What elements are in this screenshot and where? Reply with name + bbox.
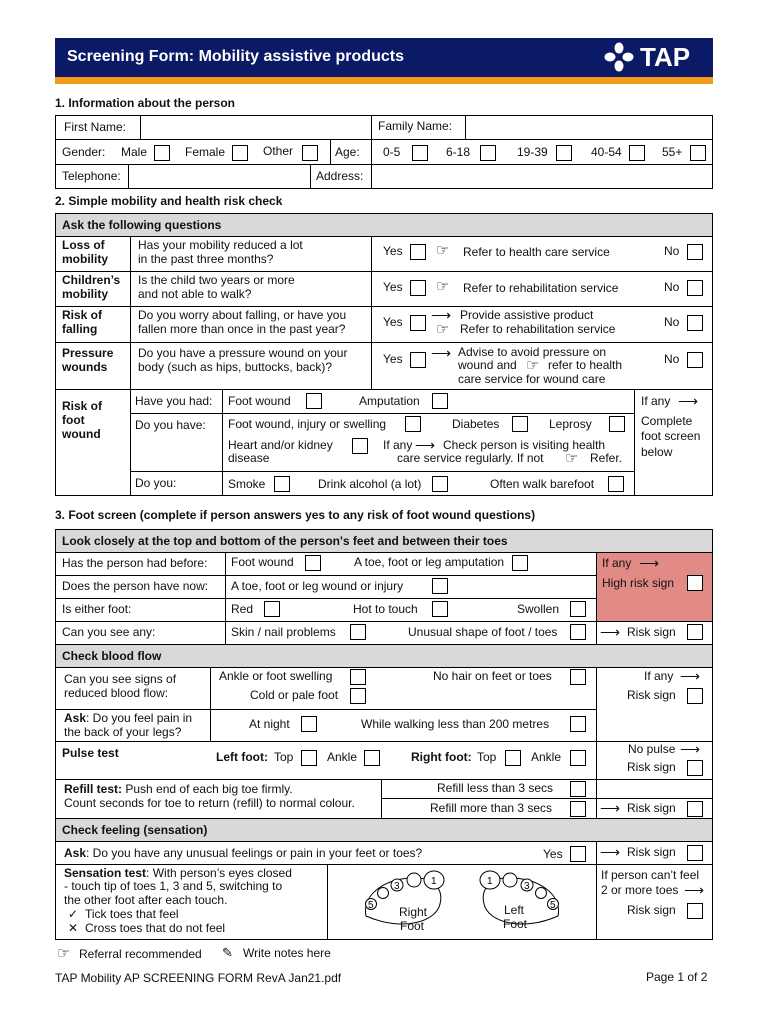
pointing-hand-icon: ☞ xyxy=(526,357,540,374)
at-night-checkbox[interactable] xyxy=(301,716,317,732)
left-ankle-checkbox[interactable] xyxy=(364,750,380,766)
cold-pale-checkbox[interactable] xyxy=(350,688,366,704)
pressure-action-c: care service for wound care xyxy=(458,372,606,386)
right-if-any-label: If any xyxy=(641,394,671,408)
arrow-right-icon: ⟶ xyxy=(678,393,699,409)
loss-mobility-yes-checkbox[interactable] xyxy=(410,244,426,260)
first-name-label: First Name: xyxy=(64,120,127,134)
amputation-checkbox[interactable] xyxy=(432,393,448,409)
blood-if-any: If any xyxy=(644,669,674,683)
age-19-39-label: 19-39 xyxy=(517,145,548,159)
family-name-label: Family Name: xyxy=(378,119,453,133)
tap-logo xyxy=(604,42,704,72)
have-you-had-label: Have you had: xyxy=(135,394,213,408)
barefoot-label: Often walk barefoot xyxy=(490,477,595,491)
refill-less-checkbox[interactable] xyxy=(570,781,586,797)
heart-kidney-checkbox[interactable] xyxy=(352,438,368,454)
arrow-right-icon: ⟶ xyxy=(415,437,436,453)
pressure-action-b1: wound and xyxy=(458,358,517,372)
leprosy-checkbox[interactable] xyxy=(609,416,625,432)
blood-risk-checkbox[interactable] xyxy=(687,688,703,704)
leprosy-label: Leprosy xyxy=(549,417,592,431)
arrow-right-icon: ⟶ xyxy=(600,624,621,640)
tap-logo-icon xyxy=(604,42,634,72)
cant-feel-a: If person can’t feel xyxy=(601,868,700,882)
left-foot-label-a: Left xyxy=(504,903,525,917)
drink-alcohol-label: Drink alcohol (a lot) xyxy=(318,477,422,491)
right-foot-label-b: Foot xyxy=(400,919,425,933)
loss-mobility-yes-label: Yes xyxy=(383,244,403,258)
age-55-plus-label: 55+ xyxy=(662,145,683,159)
refill-risk-checkbox[interactable] xyxy=(687,801,703,817)
refer-word: Refer. xyxy=(590,451,623,465)
either-foot-question: Is either foot: xyxy=(62,602,132,616)
check-health-visit-b: care service regularly. If not xyxy=(397,451,544,465)
diabetes-checkbox[interactable] xyxy=(512,416,528,432)
section-3-heading: 3. Foot screen (complete if person answers yes to any risk of foot wound questions) xyxy=(55,508,536,522)
skin-nail-checkbox[interactable] xyxy=(350,624,366,640)
refill-test-label: Refill test: xyxy=(64,782,123,796)
risk-sign-label: Risk sign xyxy=(627,625,676,639)
section-1-heading: 1. Information about the person xyxy=(55,96,236,110)
questions-band-label: Ask the following questions xyxy=(62,218,222,232)
left-toe-5: 5 xyxy=(550,900,556,911)
had-amputation-label: A toe, foot or leg amputation xyxy=(354,555,505,569)
gender-label: Gender: xyxy=(62,145,106,159)
age-label: Age: xyxy=(335,145,360,159)
below-label: below xyxy=(641,445,673,459)
have-now-question: Does the person have now: xyxy=(62,579,209,593)
refill-more-label: Refill more than 3 secs xyxy=(430,801,553,815)
pointing-hand-icon: ☞ xyxy=(436,278,450,295)
injury-label: Foot wound, injury or swelling xyxy=(228,417,387,431)
section-2-heading: 2. Simple mobility and health risk check xyxy=(55,194,283,208)
foot-wound-topic-a: Risk of xyxy=(62,399,103,413)
right-foot-label: Right foot: xyxy=(411,750,472,764)
feeling-risk-sign: Risk sign xyxy=(627,845,676,859)
loss-mobility-referral: Refer to health care service xyxy=(463,245,610,259)
feeling-question-text: : Do you have any unusual feelings or pain in your feet or toes? xyxy=(86,846,423,860)
falling-yes-label: Yes xyxy=(383,315,403,329)
page-number: Page 1 of 2 xyxy=(646,970,708,984)
barefoot-checkbox[interactable] xyxy=(608,476,624,492)
no-hair-label: No hair on feet or toes xyxy=(433,669,552,683)
amputation-label: Amputation xyxy=(359,394,420,408)
arrow-right-icon: ⟶ xyxy=(431,307,452,323)
right-toe-3: 3 xyxy=(394,881,400,892)
arrow-right-icon: ⟶ xyxy=(639,555,660,571)
arrow-right-icon: ⟶ xyxy=(680,741,701,757)
look-closely-label: Look closely at the top and bottom of the person's feet and between their toes xyxy=(62,534,508,548)
walking-checkbox[interactable] xyxy=(570,716,586,732)
age-6-18-checkbox[interactable] xyxy=(480,145,496,161)
referral-legend: Referral recommended xyxy=(79,947,202,961)
red-label: Red xyxy=(231,602,254,616)
pressure-topic-b: wounds xyxy=(62,360,108,374)
falling-no-label: No xyxy=(664,315,680,329)
foot-wound-label: Foot wound xyxy=(228,394,291,408)
swollen-label: Swollen xyxy=(517,602,560,616)
ask-label: Ask xyxy=(64,711,87,725)
pressure-topic-a: Pressure xyxy=(62,346,114,360)
left-ankle-label: Ankle xyxy=(327,750,358,764)
tick-toes-label: Tick toes that feel xyxy=(85,907,179,921)
pain-question-a xyxy=(64,712,192,726)
falling-yes-checkbox[interactable] xyxy=(410,315,426,331)
pressure-question-a: Do you have a pressure wound on your xyxy=(138,346,348,360)
gender-other-checkbox[interactable] xyxy=(302,145,318,161)
arrow-right-icon: ⟶ xyxy=(684,882,705,898)
arrow-right-icon: ⟶ xyxy=(600,844,621,860)
left-foot-label-b: Foot xyxy=(503,917,528,931)
sensation-risk-sign: Risk sign xyxy=(627,903,676,917)
falling-no-checkbox[interactable] xyxy=(687,315,703,331)
gender-female-checkbox[interactable] xyxy=(232,145,248,161)
right-ankle-label: Ankle xyxy=(531,750,562,764)
cross-icon: ✕ xyxy=(68,921,79,935)
loss-mobility-question-a: Has your mobility reduced a lot xyxy=(138,238,303,252)
refill-instruction-b: Count seconds for toe to return (refill) to normal colour. xyxy=(64,796,355,810)
right-ankle-checkbox[interactable] xyxy=(570,750,586,766)
blood-risk-sign: Risk sign xyxy=(627,688,676,702)
walking-label: While walking less than 200 metres xyxy=(361,717,550,731)
telephone-label: Telephone: xyxy=(62,169,121,183)
unusual-shape-checkbox[interactable] xyxy=(570,624,586,640)
pain-question-b: the back of your legs? xyxy=(64,725,182,739)
red-checkbox[interactable] xyxy=(264,601,280,617)
pressure-yes-checkbox[interactable] xyxy=(410,352,426,368)
pressure-yes-label: Yes xyxy=(383,352,403,366)
gender-female-label: Female xyxy=(185,145,226,159)
if-any-label: If any xyxy=(383,438,413,452)
hot-label: Hot to touch xyxy=(353,602,418,616)
loss-mobility-question-b: in the past three months? xyxy=(138,252,274,266)
arrow-right-icon: ⟶ xyxy=(680,668,701,684)
children-mobility-no-label: No xyxy=(664,280,680,294)
refill-less-label: Refill less than 3 secs xyxy=(437,781,554,795)
refill-instruction-a-text: Push end of each big toe firmly. xyxy=(125,782,293,796)
arrow-right-icon: ⟶ xyxy=(600,800,621,816)
diabetes-label: Diabetes xyxy=(452,417,500,431)
injury-checkbox[interactable] xyxy=(405,416,421,432)
do-you-label: Do you: xyxy=(135,476,177,490)
complete-label: Complete xyxy=(641,414,693,428)
foot-screen-label: foot screen xyxy=(641,429,701,443)
age-40-54-label: 40-54 xyxy=(591,145,622,159)
pointing-hand-icon: ☞ xyxy=(57,945,71,962)
pulse-test-label: Pulse test xyxy=(62,746,119,760)
notes-legend: Write notes here xyxy=(243,946,331,960)
left-toe-1: 1 xyxy=(487,876,493,887)
refill-instruction-a xyxy=(64,783,293,797)
children-mobility-yes-label: Yes xyxy=(383,280,403,294)
at-night-label: At night xyxy=(249,717,290,731)
file-name: TAP Mobility AP SCREENING FORM RevA Jan21.pdf xyxy=(55,971,342,985)
age-0-5-checkbox[interactable] xyxy=(412,145,428,161)
foot-wound-checkbox[interactable] xyxy=(306,393,322,409)
high-risk-if-any: If any xyxy=(602,556,632,570)
left-foot-label: Left foot: xyxy=(216,750,268,764)
pressure-action-b2: refer to health xyxy=(548,358,623,372)
age-0-5-label: 0-5 xyxy=(383,145,401,159)
pencil-icon: ✎ xyxy=(222,945,233,960)
drink-alcohol-checkbox[interactable] xyxy=(432,476,448,492)
falling-topic-a: Risk of xyxy=(62,308,103,322)
hot-checkbox[interactable] xyxy=(432,601,448,617)
arrow-right-icon: ⟶ xyxy=(431,345,452,361)
pressure-no-label: No xyxy=(664,352,680,366)
sensation-instruction-b: - touch tip of toes 1, 3 and 5, switching to xyxy=(64,879,283,893)
have-wound-checkbox[interactable] xyxy=(432,578,448,594)
pressure-action-a: Advise to avoid pressure on xyxy=(458,345,607,359)
pressure-no-checkbox[interactable] xyxy=(687,352,703,368)
check-health-visit-a: Check person is visiting health xyxy=(443,438,606,452)
form-title: Screening Form: Mobility assistive products xyxy=(67,48,404,65)
children-mobility-no-checkbox[interactable] xyxy=(687,280,703,296)
right-top-label: Top xyxy=(477,750,497,764)
feeling-risk-checkbox[interactable] xyxy=(687,845,703,861)
foot-wound-topic-c: wound xyxy=(62,427,101,441)
family-name-field[interactable] xyxy=(470,119,708,137)
pulse-risk-checkbox[interactable] xyxy=(687,760,703,776)
sensation-risk-checkbox[interactable] xyxy=(687,903,703,919)
children-mobility-question-b: and not able to walk? xyxy=(138,287,252,301)
cold-pale-label: Cold or pale foot xyxy=(250,688,339,702)
children-mobility-topic-a: Children’s xyxy=(62,273,121,287)
header-accent-bar xyxy=(55,77,713,84)
gender-male-checkbox[interactable] xyxy=(154,145,170,161)
children-mobility-yes-checkbox[interactable] xyxy=(410,280,426,296)
no-pulse-label: No pulse xyxy=(628,742,676,756)
see-any-question: Can you see any: xyxy=(62,625,156,639)
feeling-yes-label: Yes xyxy=(543,847,563,861)
gender-other-label: Other xyxy=(263,144,294,158)
ankle-swelling-label: Ankle or foot swelling xyxy=(219,669,333,683)
foot-wound-topic-b: foot xyxy=(62,413,85,427)
ankle-swelling-checkbox[interactable] xyxy=(350,669,366,685)
sensation-instruction-c: the other foot after each touch. xyxy=(64,893,228,907)
children-mobility-referral: Refer to rehabilitation service xyxy=(463,281,619,295)
falling-question-b: fallen more than once in the past year? xyxy=(138,322,346,336)
first-name-field[interactable] xyxy=(145,119,365,137)
right-foot-label-a: Right xyxy=(399,905,428,919)
feeling-band-label: Check feeling (sensation) xyxy=(62,823,208,837)
address-field[interactable] xyxy=(376,168,708,186)
pointing-hand-icon: ☞ xyxy=(565,450,579,467)
pointing-hand-icon: ☞ xyxy=(436,321,450,338)
have-wound-label: A toe, foot or leg wound or injury xyxy=(231,579,404,593)
refill-risk-sign: Risk sign xyxy=(627,801,676,815)
heart-kidney-label-a: Heart and/or kidney xyxy=(228,438,333,452)
cant-feel-b: 2 or more toes xyxy=(601,883,679,897)
had-foot-wound-label: Foot wound xyxy=(231,555,294,569)
heart-kidney-label-b: disease xyxy=(228,451,270,465)
pulse-risk-sign: Risk sign xyxy=(627,760,676,774)
age-19-39-checkbox[interactable] xyxy=(556,145,572,161)
falling-question-a: Do you worry about falling, or have you xyxy=(138,308,347,322)
tick-icon: ✓ xyxy=(68,907,79,921)
swollen-checkbox[interactable] xyxy=(570,601,586,617)
loss-mobility-no-checkbox[interactable] xyxy=(687,244,703,260)
right-toe-1: 1 xyxy=(431,876,437,887)
blood-flow-band-label: Check blood flow xyxy=(62,649,162,663)
unusual-shape-label: Unusual shape of foot / toes xyxy=(408,625,558,639)
loss-mobility-no-label: No xyxy=(664,244,680,258)
logo-text: TAP xyxy=(640,42,691,72)
falling-action-b: Refer to rehabilitation service xyxy=(460,322,616,336)
skin-nail-label: Skin / nail problems xyxy=(231,625,336,639)
loss-mobility-topic-b: mobility xyxy=(62,252,109,266)
gender-male-label: Male xyxy=(121,145,148,159)
high-risk-checkbox[interactable] xyxy=(687,575,703,591)
feeling-question xyxy=(64,847,422,861)
refill-more-checkbox[interactable] xyxy=(570,801,586,817)
right-toe-5: 5 xyxy=(368,900,374,911)
falling-topic-b: falling xyxy=(62,322,98,336)
children-mobility-topic-b: mobility xyxy=(62,287,109,301)
pointing-hand-icon: ☞ xyxy=(436,242,450,259)
feeling-yes-checkbox[interactable] xyxy=(570,846,586,862)
no-hair-checkbox[interactable] xyxy=(570,669,586,685)
left-top-checkbox[interactable] xyxy=(301,750,317,766)
right-top-checkbox[interactable] xyxy=(505,750,521,766)
feeling-ask-label: Ask xyxy=(64,846,87,860)
blood-question-b: reduced blood flow: xyxy=(64,686,169,700)
high-risk-sign-label: High risk sign xyxy=(602,576,675,590)
falling-action-a: Provide assistive product xyxy=(460,308,594,322)
had-amputation-checkbox[interactable] xyxy=(512,555,528,571)
pressure-question-b: body (such as hips, buttocks, back)? xyxy=(138,360,333,374)
left-toe-3: 3 xyxy=(524,881,530,892)
telephone-field[interactable] xyxy=(132,168,306,186)
sensation-test-label: Sensation test xyxy=(64,866,147,880)
smoke-checkbox[interactable] xyxy=(274,476,290,492)
address-label: Address: xyxy=(316,169,364,183)
children-mobility-question-a: Is the child two years or more xyxy=(138,273,295,287)
age-6-18-label: 6-18 xyxy=(446,145,471,159)
had-before-question: Has the person had before: xyxy=(62,556,208,570)
loss-mobility-topic-a: Loss of xyxy=(62,238,105,252)
left-top-label: Top xyxy=(274,750,294,764)
age-40-54-checkbox[interactable] xyxy=(629,145,645,161)
sensation-instruction-a-text: : With person’s eyes closed xyxy=(146,866,292,880)
age-55-plus-checkbox[interactable] xyxy=(690,145,706,161)
see-any-risk-checkbox[interactable] xyxy=(687,624,703,640)
cross-toes-label: Cross toes that do not feel xyxy=(85,921,226,935)
pain-question-a-text: : Do you feel pain in xyxy=(86,711,193,725)
smoke-label: Smoke xyxy=(228,477,266,491)
do-you-have-label: Do you have: xyxy=(135,418,206,432)
had-foot-wound-checkbox[interactable] xyxy=(305,555,321,571)
blood-question-a: Can you see signs of xyxy=(64,672,177,686)
